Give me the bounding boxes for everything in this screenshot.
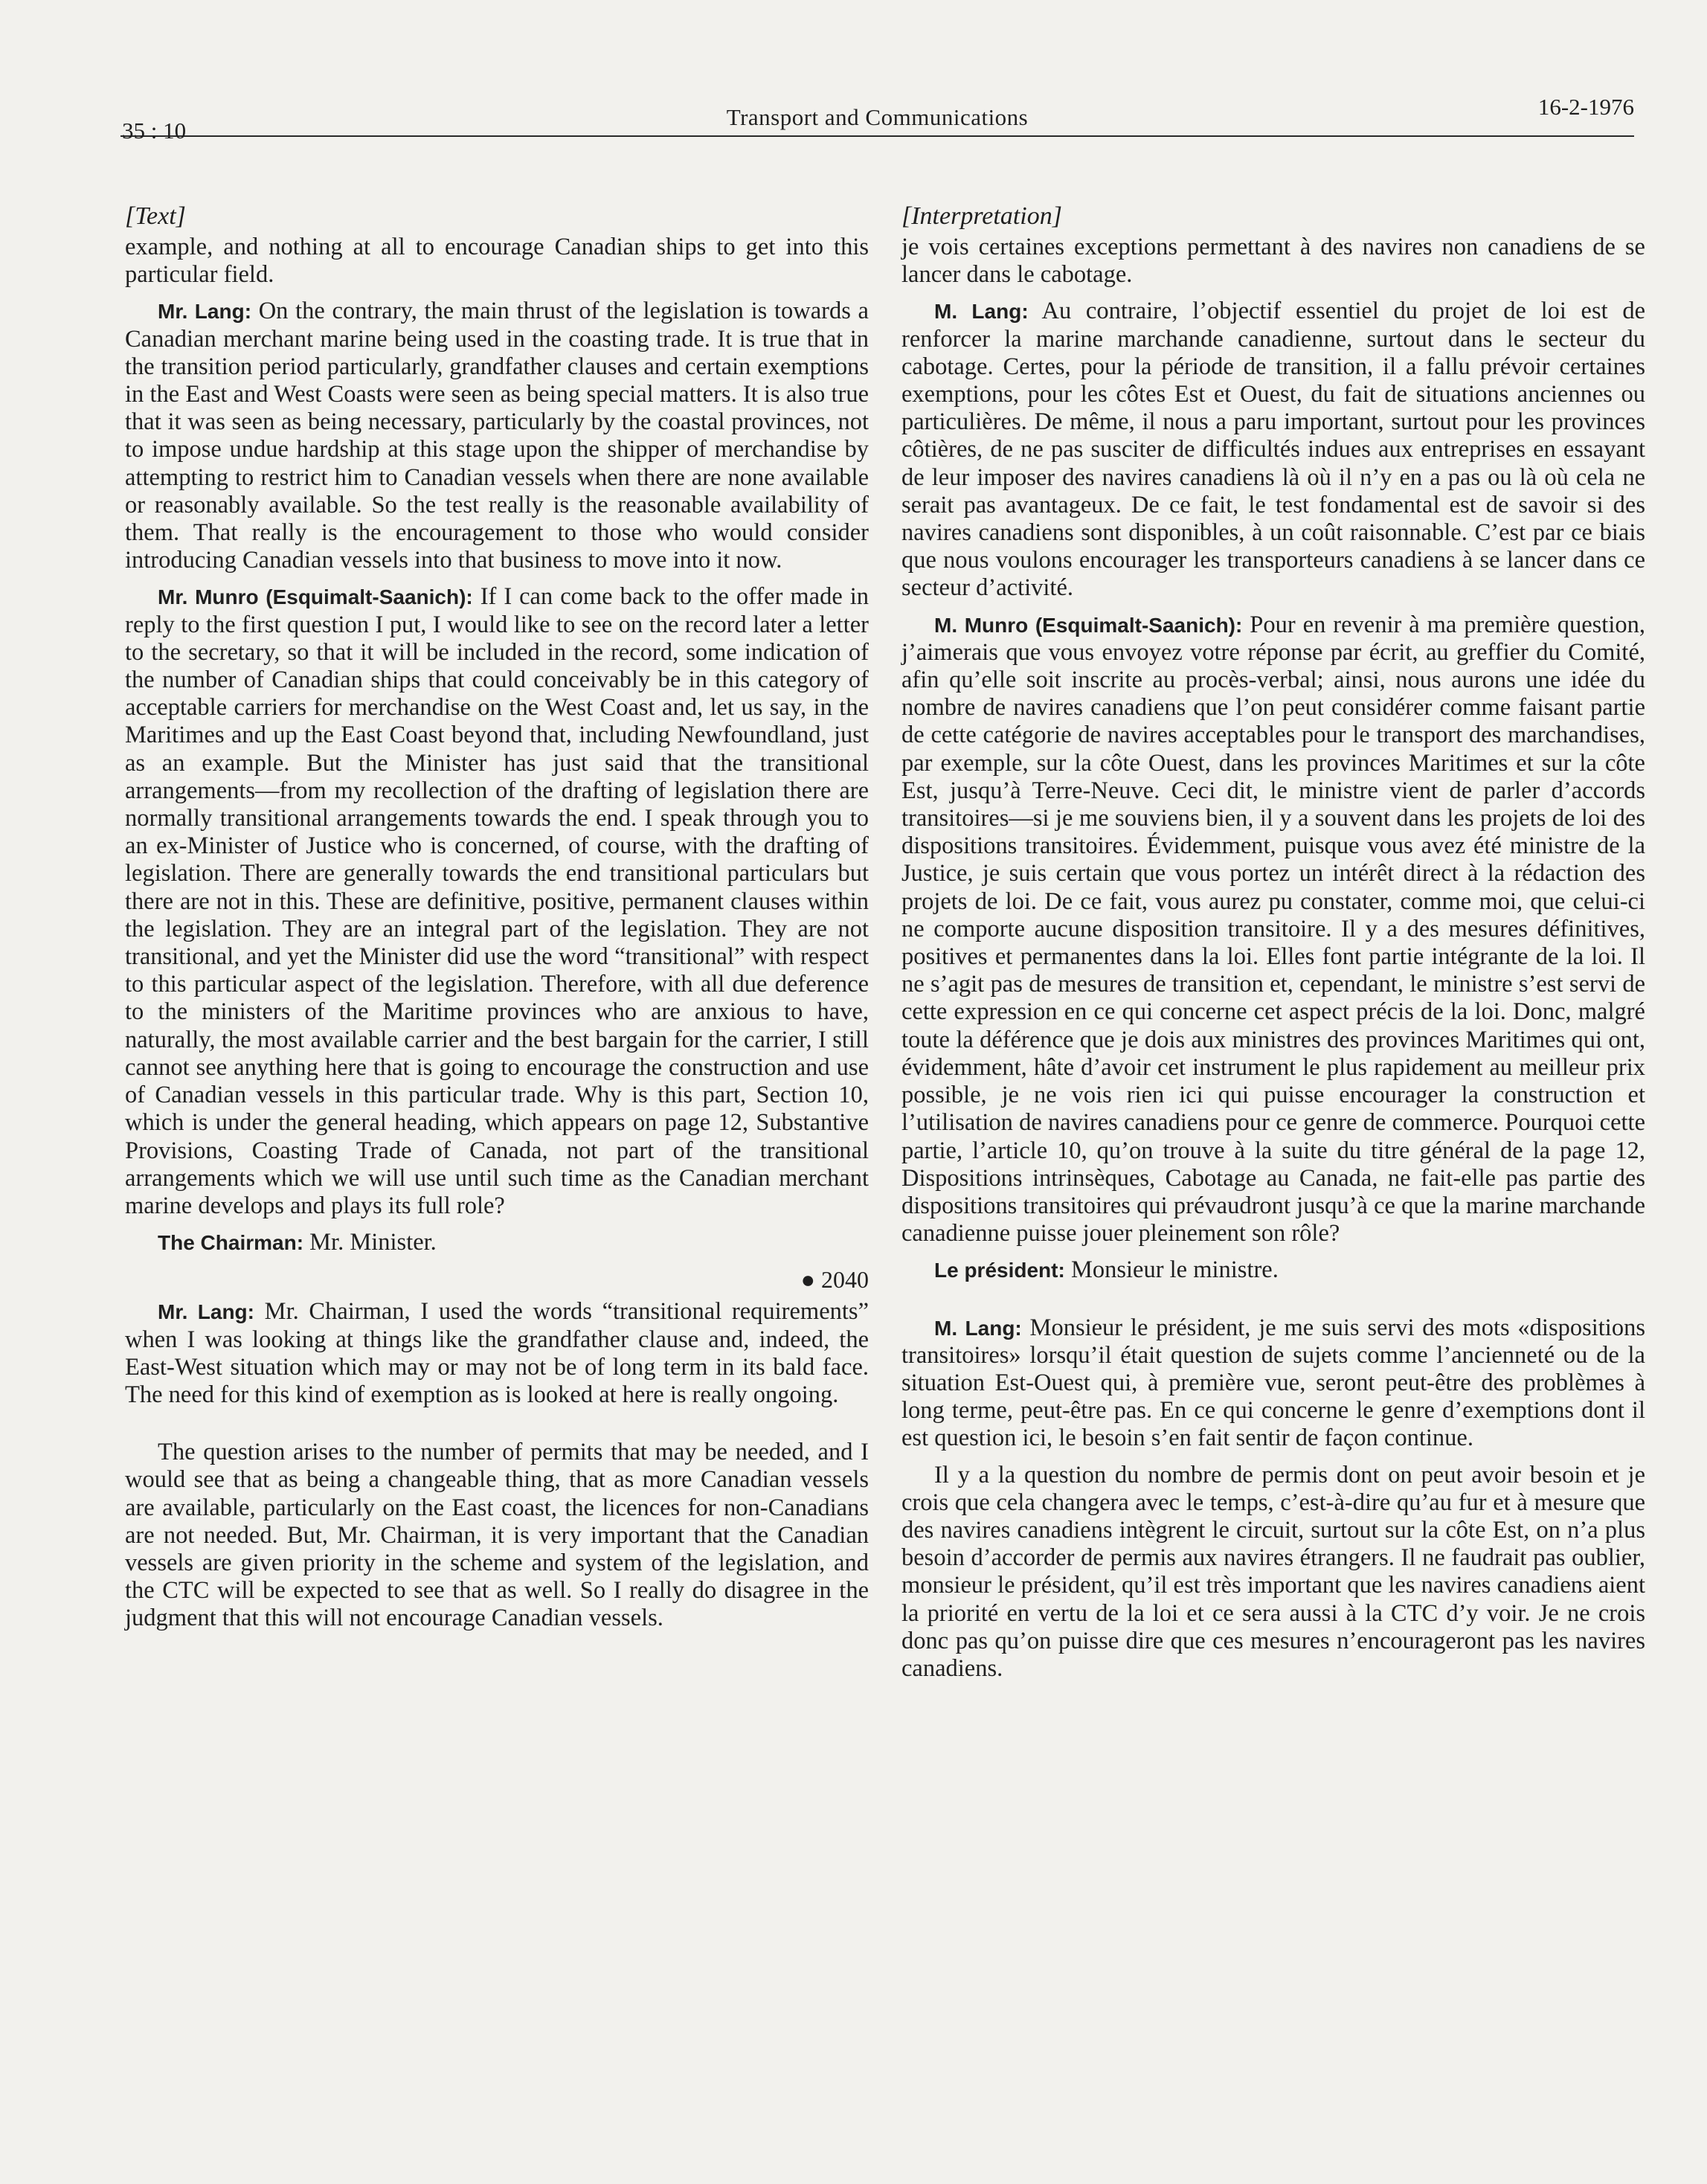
speech-text: Au contraire, l’objectif essentiel du projet de loi est de renforcer la marine marchande canadienne, surtout dans le secteur du cabotage. Certes, pour la période de transition, il a fallu prévoir certaines exemptions, pour les côtes Est et Ouest, du fait de situations anciennes ou particulières. De même, il nous a paru important, surtout pour les provinces côtières, de ne pas susciter de difficultés indues aux entreprises en essayant de leur imposer des navires canadiens là où il n’y en a pas ou là où cela ne serait pas avantageux. De ce fait, le test fondamental est de savoir si des navires canadiens sont disponibles, à un coût raisonnable. C’est par ce biais que nous voulons encourager les transporteurs canadiens à se lancer dans ce secteur d’activité. (901, 298, 1645, 602)
page-title: Transport and Communications (726, 104, 1029, 130)
paragraph (125, 583, 869, 1220)
paragraph (901, 611, 1645, 1248)
english-column (125, 202, 869, 1642)
speaker-name: The Chairman: (158, 1231, 304, 1255)
paragraph (901, 298, 1645, 602)
paragraph (125, 1298, 869, 1409)
spacer (901, 1294, 1645, 1314)
spacer (125, 1418, 869, 1439)
speech-text: Monsieur le président, je me suis servi des mots «dispositions transitoires» lorsqu’il était question de sujets comme l’ancienneté ou de la situation Est-Ouest qui, à première vue, seront peut-être des problèmes à long terme, peut-être pas. En ce qui concerne le genre d’exemptions dont il est question ici, le besoin s’en fait sentir de façon continue. (901, 1314, 1645, 1452)
page-number: 35 : 10 (122, 118, 187, 144)
paragraph: Il y a la question du nombre de permis dont on peut avoir besoin et je crois que cela changera avec le temps, c’est-à-dire qu’au fur et à mesure que des navires canadiens intègrent le circuit, surtout sur la côte Est, on n’a plus besoin d’accorder de permis aux navires étrangers. Il ne faudrait pas oublier, monsieur le président, qu’il est très important que les navires canadiens aient la priorité en vertu de la loi et ce sera aussi à la CTC d’y voir. Je ne crois donc pas qu’on puisse dire que ces mesures n’encourageront pas les navires canadiens. (901, 1461, 1645, 1682)
time-marker: ● 2040 (800, 1266, 869, 1294)
paragraph (125, 1229, 869, 1256)
paragraph (125, 298, 869, 574)
speaker-name: M. Munro (Esquimalt-Saanich): (934, 613, 1243, 637)
column-label: [Interpretation] (901, 202, 1062, 230)
speech-text: Pour en revenir à ma première question, j’aimerais que vous envoyez votre réponse par écrit, au greffier du Comité, afin qu’elle soit inscrite au procès-verbal; ainsi, nous aurons une idée du nombre de navires canadiens que l’on peut considérer comme faisant partie de cette catégorie de navires acceptables pour le transport des marchandises, par exemple, sur la côte Ouest, dans les provinces Maritimes et sur la côte Est, jusqu’à Terre-Neuve. Ceci dit, le ministre vient de parler d’accords transitoires—si je me souviens bien, il y a souvent dans les projets de loi des dispositions transitoires. Évidemment, puisque vous avez été ministre de la Justice, je suis certain que vous portez un intérêt direct à la rédaction des projets de loi. De ce fait, vous aurez pu constater, comme moi, que celui-ci ne comporte aucune disposition transitoire. Il y a des mesures définitives, positives et permanentes dans la loi. Elles font partie intégrante de la loi. Il ne s’agit pas de mesures de transition et, cependant, le ministre s’est servi de cette expression en ce qui concerne cet aspect précis de la loi. Donc, malgré toute la déférence que je dois aux ministres des provinces Maritimes qui ont, évidemment, hâte d’avoir cet instrument le plus rapidement au meilleur prix possible, je ne vois rien ici qui puisse encourager la construction et l’utilisation de navires canadiens pour ce genre de commerce. Pourquoi cette partie, l’article 10, qu’on trouve à la suite du titre général de la page 12, Dispositions intrinsèques, Cabotage au Canada, ne fait-elle pas partie des dispositions transitoires qui prévaudront jusqu’à ce que la marine marchande canadienne puisse jouer pleinement son rôle? (901, 611, 1645, 1247)
speaker-name: Le président: (934, 1259, 1065, 1282)
page-date: 16-2-1976 (1537, 94, 1634, 120)
speech-text: On the contrary, the main thrust of the legislation is towards a Canadian merchant marine being used in the coasting trade. It is true that in the transition period particularly, grandfather clauses and certain exemptions in the East and West Coasts were seen as being special matters. It is also true that it was seen as being necessary, particularly by the coastal provinces, not to impose undue hardship at this stage upon the shipper of merchandise by attempting to restrict him to Canadian vessels when there are none available or reasonably available. So the test really is the reasonable availability of them. That really is the encouragement to those who would consider introducing Canadian vessels into that business to move into it now. (125, 298, 869, 574)
speaker-name: M. Lang: (934, 300, 1029, 324)
paragraph (901, 1256, 1645, 1284)
paragraph: The question arises to the number of permits that may be needed, and I would see that as being a changeable thing, that as more Canadian vessels are available, particularly on the East coast, the licences for non-Canadians are not needed. But, Mr. Chairman, it is very important that the Canadian vessels are given priority in the scheme and system of the legislation, and the CTC will be expected to see that as well. So I really do disagree in the judgment that this will not encourage Canadian vessels. (125, 1439, 869, 1632)
paragraph (901, 1314, 1645, 1453)
speaker-name: Mr. Munro (Esquimalt-Saanich): (158, 585, 473, 609)
french-column (901, 202, 1645, 1692)
speaker-name: Mr. Lang: (158, 300, 252, 324)
speech-text: Mr. Minister. (303, 1229, 437, 1256)
page-header (120, 94, 1634, 144)
paragraph: example, and nothing at all to encourage Canadian ships to get into this particular field. (125, 234, 869, 289)
speech-text: Monsieur le ministre. (1064, 1256, 1279, 1284)
paragraph: je vois certaines exceptions permettant à des navires non canadiens de se lancer dans le cabotage. (901, 234, 1645, 289)
speech-text: Mr. Chairman, I used the words “transitional requirements” when I was looking at things like the grandfather clause and, indeed, the East-West situation which may or may not be of long term in its bald face. The need for this kind of exemption as is looked at here is really ongoing. (125, 1298, 869, 1408)
speech-text: If I can come back to the offer made in reply to the first question I put, I would like to see on the record later a letter to the secretary, so that it will be included in the record, some indication of the number of Canadian ships that could conceivably be in this category of acceptable carriers for merchandise on the West Coast and, let us say, in the Maritimes and up the East Coast beyond that, including Newfoundland, just as an example. But the Minister has just said that the transitional arrangements—from my recollection of the drafting of legislation there are normally transitional arrangements towards the end. I speak through you to an ex-Minister of Justice who is concerned, of course, with the drafting of legislation. There are generally towards the end transitional particulars but there are not in this. These are definitive, positive, permanent clauses within the legislation. They are an integral part of the legislation. They are not transitional, and yet the Minister did use the word “transitional” with respect to this particular aspect of the legislation. Therefore, with all due deference to the ministers of the Maritime provinces who are anxious to have, naturally, the most available carrier and the best bargain for the carrier, I still cannot see anything here that is going to encourage the construction and use of Canadian vessels in this particular trade. Why is this part, Section 10, which is under the general heading, which appears on page 12, Substantive Provisions, Coasting Trade of Canada, not part of the transitional arrangements which we will use until such time as the Canadian merchant marine develops and plays its full role? (125, 583, 869, 1219)
column-label: [Text] (125, 202, 186, 230)
speaker-name: Mr. Lang: (158, 1300, 254, 1324)
speaker-name: M. Lang: (934, 1316, 1022, 1340)
